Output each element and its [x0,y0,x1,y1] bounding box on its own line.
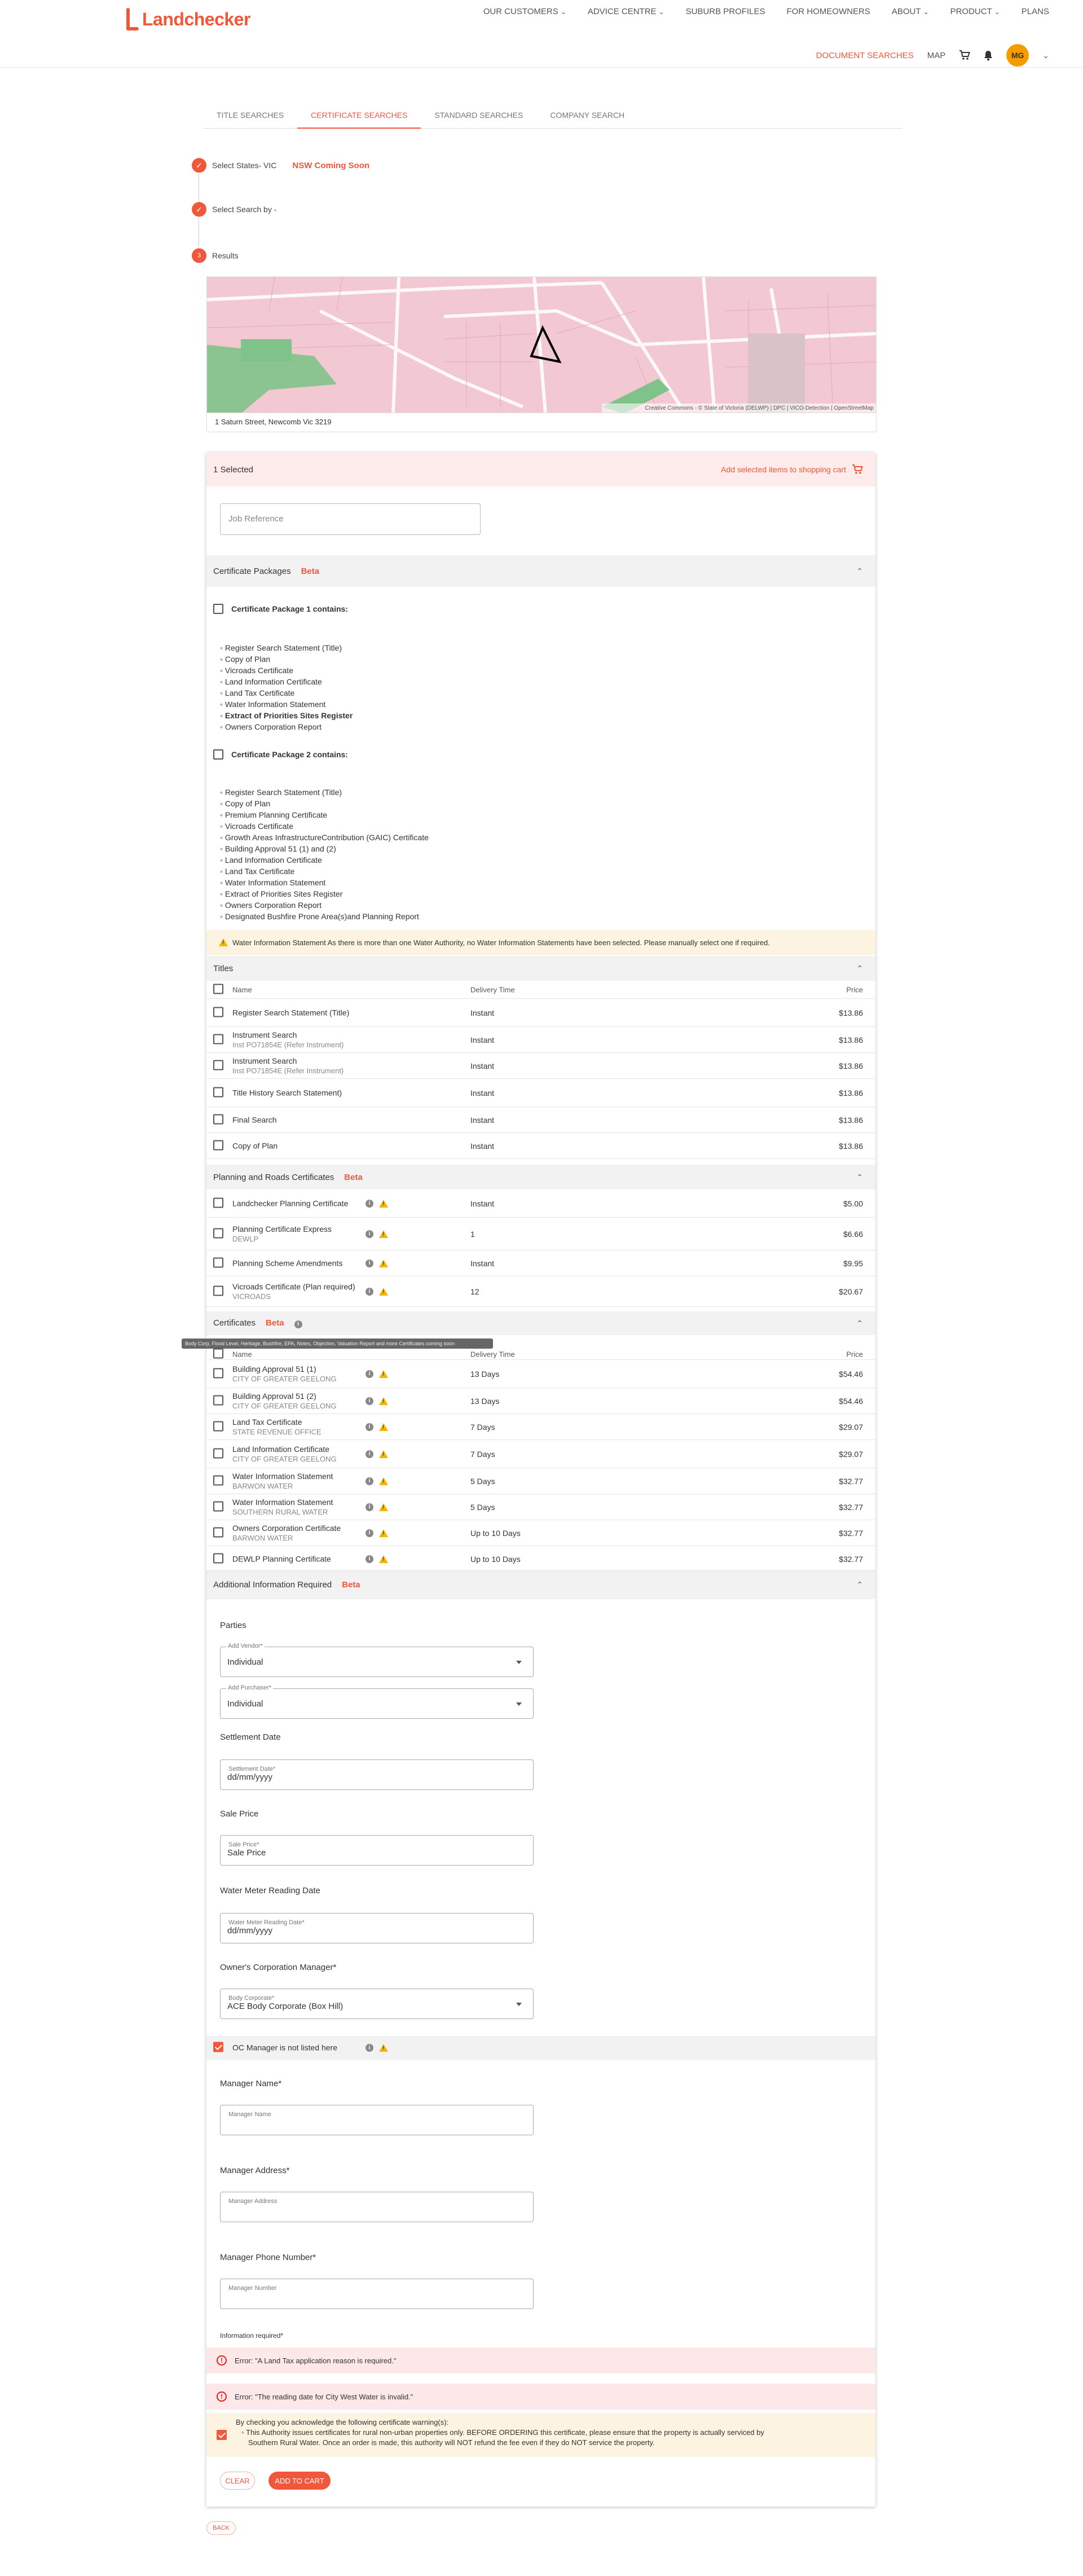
item-provider: VICROADS [232,1292,271,1301]
vendor-select[interactable] [220,1643,534,1677]
nav-item-product[interactable] [950,7,1000,16]
chevron-down-icon: ⌄ [560,7,566,16]
item-price: $13.86 [839,1115,863,1125]
warning-icon [379,1503,388,1511]
purchaser-select[interactable] [220,1684,534,1719]
delivery-time: Instant [470,1199,495,1208]
field-label: Sale Price* [228,1841,259,1848]
error-text: Error: "A Land Tax application reason is required." [235,2356,397,2365]
item-name: Title History Search Statement) [232,1088,342,1097]
parties-title: Parties [220,1621,246,1630]
delivery-time: 7 Days [470,1449,495,1459]
row-checkbox[interactable] [213,1527,223,1537]
package-label: Certificate Package 2 contains: [231,750,348,759]
ack-warning-line: Southern Rural Water. Once an order is made, this authority will NOT refund the fee even if they do NOT service the property. [248,2438,655,2447]
beta-badge: Beta [301,566,320,576]
oc-not-listed-row[interactable] [206,2036,875,2060]
package-1-list [220,642,353,732]
map-attribution: Creative Commons - © State of Victoria (DELWP) | DPC | VICO-Detection | OpenStreetMap [645,405,874,411]
step-label: Select States- VIC [212,161,277,170]
acknowledgement-box: By checking you acknowledge the following certificate warning(s): ◦ This Authority issues certificates for rural non-urban properties only. BEFORE ORDERING this certificate, please ensure that the property is actually serviced by Southern Rural Water. Once an order is made, this authority will NOT refund the fee even if they do NOT service the property. [206,2413,875,2457]
table-row[interactable] [206,1520,875,1546]
delivery-time: Instant [470,1258,495,1268]
tab-standard-searches[interactable]: STANDARD SEARCHES [434,111,523,120]
row-checkbox[interactable] [213,1553,223,1563]
item-name: Planning Certificate Express [232,1224,332,1234]
section-title: Additional Information Required [213,1579,332,1590]
delivery-time: 5 Days [470,1502,495,1512]
item-provider: BARWON WATER [232,1481,293,1490]
package-item: ◦ Copy of Plan [220,798,429,809]
item-name: Water Information Statement [232,1497,333,1507]
nav-label: PLANS [1021,7,1049,16]
manager-name-title: Manager Name* [220,2079,282,2088]
table-row[interactable] [206,1546,875,1572]
nav-label: SUBURB PROFILES [685,7,765,16]
table-row[interactable] [206,1440,875,1468]
package-item: ◦ Register Search Statement (Title) [220,642,353,653]
user-avatar[interactable]: MG [1006,44,1029,67]
check-icon: ✓ [192,202,206,217]
manager-address-input[interactable] [220,2192,534,2222]
beta-badge: Beta [342,1579,360,1590]
certificates-header[interactable] [206,1311,875,1335]
row-checkbox[interactable] [213,1034,223,1044]
warning-icon [379,1423,388,1431]
delivery-time: Up to 10 Days [470,1554,521,1564]
item-provider: Inst PO71854E (Refer Instrument) [232,1040,344,1049]
nav-label: OUR CUSTOMERS [483,7,558,16]
planning-header[interactable] [206,1165,875,1190]
warning-icon [379,1477,388,1485]
step-select-state[interactable] [192,158,369,173]
tab-company-search[interactable]: COMPANY SEARCH [550,111,625,120]
item-price: $13.86 [839,1088,863,1098]
info-icon[interactable]: i [366,1260,373,1267]
warning-icon [219,938,228,946]
map-link[interactable]: MAP [927,50,946,60]
table-row[interactable] [206,1053,875,1079]
row-checkbox[interactable] [213,1501,223,1511]
package-item: ◦ Designated Bushfire Prone Area(s)and Planning Report [220,911,429,922]
sale-price-title: Sale Price [220,1809,259,1819]
selection-bar [206,453,875,486]
error-land-tax [206,2347,875,2373]
step-label: Select Search by - [212,205,277,214]
item-name: Water Information Statement [232,1471,333,1481]
info-icon[interactable]: i [366,1288,373,1296]
delivery-time: Instant [470,1008,495,1017]
item-price: $20.67 [839,1287,863,1296]
info-icon[interactable]: i [366,1423,373,1431]
info-required-label: Information required* [220,2332,284,2340]
add-cart-icon [852,464,863,475]
item-price: $32.77 [839,1502,863,1512]
dropdown-arrow-icon [516,1661,522,1664]
info-icon[interactable]: i [366,1397,373,1405]
package-item: ◦ Owners Corporation Report [220,721,353,732]
column-price: Price [846,1350,863,1358]
selected-count: 1 Selected [213,464,253,475]
item-provider: CITY OF GREATER GEELONG [232,1374,337,1383]
certificates-tooltip: Body Corp, Flood Level, Heritage, Bushfire, EPA, Notes, Objection, Valuation Report and more Certificates coming soon [182,1339,493,1349]
chevron-up-icon[interactable]: ⌃ [856,566,863,576]
chevron-down-icon[interactable]: ⌄ [1042,50,1049,60]
site-header [0,0,1083,68]
tab-certificate-searches[interactable]: CERTIFICATE SEARCHES [297,108,421,129]
section-title: Certificates [213,1318,256,1328]
package-1-option[interactable] [213,604,348,614]
back-button[interactable]: BACK [206,2521,236,2535]
package-item: ◦ Vicroads Certificate [220,665,353,676]
package-2-option[interactable] [213,749,348,760]
field-label: Settlement Date* [228,1766,276,1772]
select-all-checkbox[interactable] [213,984,223,994]
step-label: Results [212,251,239,260]
delivery-time: 12 [470,1287,479,1296]
property-map[interactable] [206,277,877,413]
item-provider: Inst PO71854E (Refer Instrument) [232,1066,344,1075]
table-row[interactable] [206,1494,875,1520]
logo[interactable] [125,7,250,32]
nav-item-for-homeowners[interactable] [786,7,870,16]
error-icon: ! [217,2391,227,2402]
table-row[interactable] [206,1468,875,1494]
select-all-checkbox[interactable] [213,1348,223,1358]
item-price: $13.86 [839,1141,863,1151]
package-item: ◦ Premium Planning Certificate [220,809,429,820]
package-2-list [220,787,429,922]
column-delivery: Delivery Time [470,985,515,994]
ack-warning-line: This Authority issues certificates for rural non-urban properties only. BEFORE ORDERING this certificate, please ensure that the property is actually serviced by [246,2428,764,2437]
ack-heading: By checking you acknowledge the following certificate warning(s): [236,2418,449,2426]
column-price: Price [846,985,863,994]
nav-item-advice-centre[interactable] [588,7,664,16]
row-checkbox[interactable] [213,1007,223,1017]
package-item: ◦ Land Information Certificate [220,676,353,687]
beta-badge: Beta [344,1172,363,1182]
info-icon[interactable]: i [366,1450,373,1458]
item-name: Planning Scheme Amendments [232,1258,343,1267]
results-card [185,453,875,2507]
nav-label: ADVICE CENTRE [587,7,657,16]
item-name: Instrument Search [232,1056,297,1065]
item-name: Copy of Plan [232,1141,278,1150]
table-row[interactable] [206,1027,875,1053]
table-row[interactable] [206,1360,875,1388]
field-value: Sale Price [227,1848,266,1858]
field-value: dd/mm/yyyy [227,1926,273,1936]
warning-icon [379,1397,388,1405]
row-checkbox[interactable] [213,1421,223,1431]
row-checkbox[interactable] [213,1285,223,1296]
error-water-reading [206,2384,875,2410]
item-name: DEWLP Planning Certificate [232,1554,331,1563]
row-checkbox[interactable] [213,1257,223,1267]
field-label: Water Meter Reading Date* [228,1919,305,1926]
item-provider: CITY OF GREATER GEELONG [232,1401,337,1410]
chevron-up-icon[interactable]: ⌃ [856,1579,863,1589]
table-row[interactable] [206,1250,875,1276]
item-price: $13.86 [839,1035,863,1045]
nav-label: ABOUT [891,7,921,16]
warning-icon [379,1230,388,1238]
package-item: ◦ Land Information Certificate [220,854,429,866]
item-price: $54.46 [839,1369,863,1379]
delivery-time: Instant [470,1141,495,1151]
column-delivery: Delivery Time [470,1350,515,1358]
table-row[interactable] [206,1133,875,1159]
item-name: Land Tax Certificate [232,1417,302,1427]
field-label: Manager Number [228,2285,277,2292]
package-2-checkbox[interactable] [213,749,223,760]
warning-text: Water Information Statement As there is more than one Water Authority, no Water Information Statements have been selected. Please manually select one if required. [232,938,770,947]
row-checkbox[interactable] [213,1140,223,1150]
field-value: ACE Body Corporate (Box Hill) [227,2002,344,2011]
bell-icon[interactable] [984,50,993,61]
sub-nav [816,44,1049,67]
item-name: Owners Corporation Certificate [232,1523,341,1533]
logo-text: Landchecker [142,8,250,29]
coming-soon-label: NSW Coming Soon [292,160,370,170]
delivery-time: 1 [470,1229,475,1239]
item-price: $13.86 [839,1061,863,1070]
field-label: Manager Name [228,2111,271,2118]
item-name: Landchecker Planning Certificate [232,1199,349,1208]
item-name: Instrument Search [232,1030,297,1039]
package-item: ◦ Vicroads Certificate [220,820,429,832]
column-name: Name [232,985,252,994]
item-price: $54.46 [839,1396,863,1406]
package-item: ◦ Owners Corporation Report [220,899,429,911]
error-icon: ! [217,2355,227,2366]
field-value: dd/mm/yyyy [227,1772,273,1782]
check-icon: ✓ [192,158,206,173]
titles-table-header [206,981,875,999]
acknowledge-checkbox[interactable] [217,2430,227,2440]
item-name: Final Search [232,1115,277,1124]
item-provider: BARWON WATER [232,1533,293,1542]
info-icon[interactable]: i [366,1230,373,1238]
delivery-time: Instant [470,1115,495,1125]
item-provider: DEWLP [232,1234,259,1243]
item-price: $13.86 [839,1008,863,1017]
table-row[interactable] [206,1276,875,1307]
package-item: ◦ Growth Areas InfrastructureContribution (GAIC) Certificate [220,832,429,843]
search-tabs [203,108,902,129]
info-icon[interactable]: i [366,2044,373,2052]
info-icon[interactable]: i [366,1477,373,1485]
package-item: ◦ Water Information Statement [220,877,429,888]
dropdown-arrow-icon [516,2003,522,2006]
water-warning [206,930,875,955]
package-item: ◦ Land Tax Certificate [220,687,353,699]
warning-icon [379,1200,388,1208]
nav-label: PRODUCT [950,7,992,16]
nav-item-about[interactable] [892,7,929,16]
table-row[interactable] [206,1107,875,1133]
table-row[interactable] [206,1414,875,1440]
info-icon[interactable]: i [366,1200,373,1208]
property-address: 1 Saturn Street, Newcomb Vic 3219 [206,413,877,432]
item-price: $29.07 [839,1422,863,1432]
additional-info-header[interactable] [206,1570,875,1599]
oc-not-listed-checkbox[interactable] [213,2042,223,2052]
titles-header[interactable] [206,956,875,981]
info-icon[interactable]: i [366,1529,373,1537]
step-select-search-by[interactable] [192,202,276,217]
table-row[interactable] [206,1079,875,1107]
item-provider: SOUTHERN RURAL WATER [232,1507,328,1516]
item-name: Register Search Statement (Title) [232,1008,350,1017]
manager-phone-title: Manager Phone Number* [220,2253,316,2262]
field-label: Manager Address [228,2198,278,2205]
document-searches-link[interactable]: DOCUMENT SEARCHES [816,50,914,60]
add-selected-label: Add selected items to shopping cart [721,465,846,474]
info-icon[interactable]: i [366,1503,373,1511]
column-name: Name [232,1350,252,1358]
delivery-time: 7 Days [470,1422,495,1432]
section-title: Titles [213,963,234,973]
package-item: ◦ Register Search Statement (Title) [220,787,429,798]
item-price: $29.07 [839,1449,863,1459]
chevron-down-icon: ⌄ [994,7,1000,16]
water-meter-title: Water Meter Reading Date [220,1886,320,1895]
item-provider: CITY OF GREATER GEELONG [232,1454,337,1463]
package-1-checkbox[interactable] [213,604,223,614]
package-item: ◦ Water Information Statement [220,699,353,710]
item-name: Building Approval 51 (1) [232,1364,316,1373]
warning-icon [379,2044,388,2052]
package-item: ◦ Extract of Priorities Sites Register [220,888,429,899]
row-checkbox[interactable] [213,1087,223,1097]
field-value: Individual [227,1699,263,1709]
field-label: Add Vendor* [226,1643,265,1649]
top-nav [483,7,1049,16]
table-row[interactable] [206,999,875,1027]
add-to-cart-link[interactable] [721,464,863,475]
item-price: $6.66 [843,1229,863,1239]
table-row[interactable] [206,1388,875,1414]
warning-icon [379,1450,388,1458]
chevron-up-icon[interactable]: ⌃ [856,1318,863,1328]
row-checkbox[interactable] [213,1114,223,1124]
info-icon[interactable]: i [366,1555,373,1563]
manager-phone-input[interactable] [220,2279,534,2309]
sale-price-input[interactable] [220,1835,534,1866]
tab-title-searches[interactable]: TITLE SEARCHES [217,111,284,120]
warning-icon [379,1370,388,1378]
logo-mark-icon [125,7,139,32]
delivery-time: 5 Days [470,1476,495,1486]
certificate-packages-header[interactable] [206,555,875,587]
row-checkbox[interactable] [213,1475,223,1485]
nav-item-our-customers[interactable] [483,7,566,16]
item-price: $9.95 [843,1258,863,1268]
item-price: $32.77 [839,1554,863,1564]
item-name: Land Information Certificate [232,1444,329,1454]
item-price: $32.77 [839,1476,863,1486]
manager-address-title: Manager Address* [220,2166,290,2175]
certificates-table-header [206,1349,875,1360]
info-icon[interactable]: i [294,1320,302,1328]
delivery-time: Instant [470,1088,495,1098]
field-label: Body Corporate* [228,1995,275,2002]
item-name: Building Approval 51 (2) [232,1391,316,1401]
add-to-cart-button[interactable]: ADD TO CART [268,2472,331,2490]
section-title: Planning and Roads Certificates [213,1172,334,1182]
delivery-time: Instant [470,1061,495,1070]
body-corporate-select[interactable] [220,1989,534,2019]
nav-item-suburb-profiles[interactable] [686,7,765,16]
delivery-time: 13 Days [470,1396,500,1406]
row-checkbox[interactable] [213,1368,223,1378]
settlement-date-input[interactable] [220,1759,534,1790]
item-price: $32.77 [839,1528,863,1538]
chevron-up-icon[interactable]: ⌃ [856,963,863,973]
package-item: ◦ Extract of Priorities Sites Register [220,710,353,721]
warning-icon [379,1288,388,1296]
package-item: ◦ Copy of Plan [220,653,353,665]
delivery-time: 13 Days [470,1369,500,1379]
item-provider: STATE REVENUE OFFICE [232,1427,322,1436]
error-text: Error: "The reading date for City West Water is invalid." [235,2392,413,2401]
row-checkbox[interactable] [213,1060,223,1070]
beta-badge: Beta [266,1318,284,1328]
delivery-time: Up to 10 Days [470,1528,521,1538]
row-checkbox[interactable] [213,1395,223,1405]
warning-icon [379,1260,388,1267]
clear-button[interactable]: CLEAR [220,2472,255,2490]
oc-manager-title: Owner's Corporation Manager* [220,1963,337,1972]
oc-not-listed-label: OC Manager is not listed here [232,2043,337,2052]
package-item: ◦ Land Tax Certificate [220,866,429,877]
map-canvas [207,277,877,413]
field-label: Add Purchaser* [226,1684,273,1691]
settlement-title: Settlement Date [220,1732,281,1742]
field-value: Individual [227,1657,263,1667]
nav-item-plans[interactable] [1022,7,1049,16]
item-price: $5.00 [843,1199,863,1208]
row-checkbox[interactable] [213,1228,223,1238]
table-row[interactable] [206,1190,875,1218]
section-title: Certificate Packages [213,566,291,576]
nav-label: FOR HOMEOWNERS [786,7,870,16]
chevron-down-icon: ⌄ [658,7,664,16]
info-icon[interactable]: i [366,1370,373,1378]
chevron-down-icon: ⌄ [923,7,929,16]
dropdown-arrow-icon [516,1702,522,1706]
cart-icon[interactable] [959,50,970,61]
job-reference-input[interactable]: Job Reference [220,503,481,535]
step-results[interactable] [192,248,239,263]
water-meter-date-input[interactable] [220,1913,534,1943]
warning-icon [379,1555,388,1563]
warning-icon [379,1529,388,1537]
manager-name-input[interactable] [220,2105,534,2135]
chevron-up-icon[interactable]: ⌃ [856,1172,863,1182]
item-name: Vicroads Certificate (Plan required) [232,1282,355,1291]
delivery-time: Instant [470,1035,495,1045]
package-item: ◦ Building Approval 51 (1) and (2) [220,843,429,854]
table-row[interactable] [206,1218,875,1250]
step-number-icon: 3 [192,248,206,263]
row-checkbox[interactable] [213,1448,223,1458]
row-checkbox[interactable] [213,1197,223,1208]
package-label: Certificate Package 1 contains: [231,604,348,613]
